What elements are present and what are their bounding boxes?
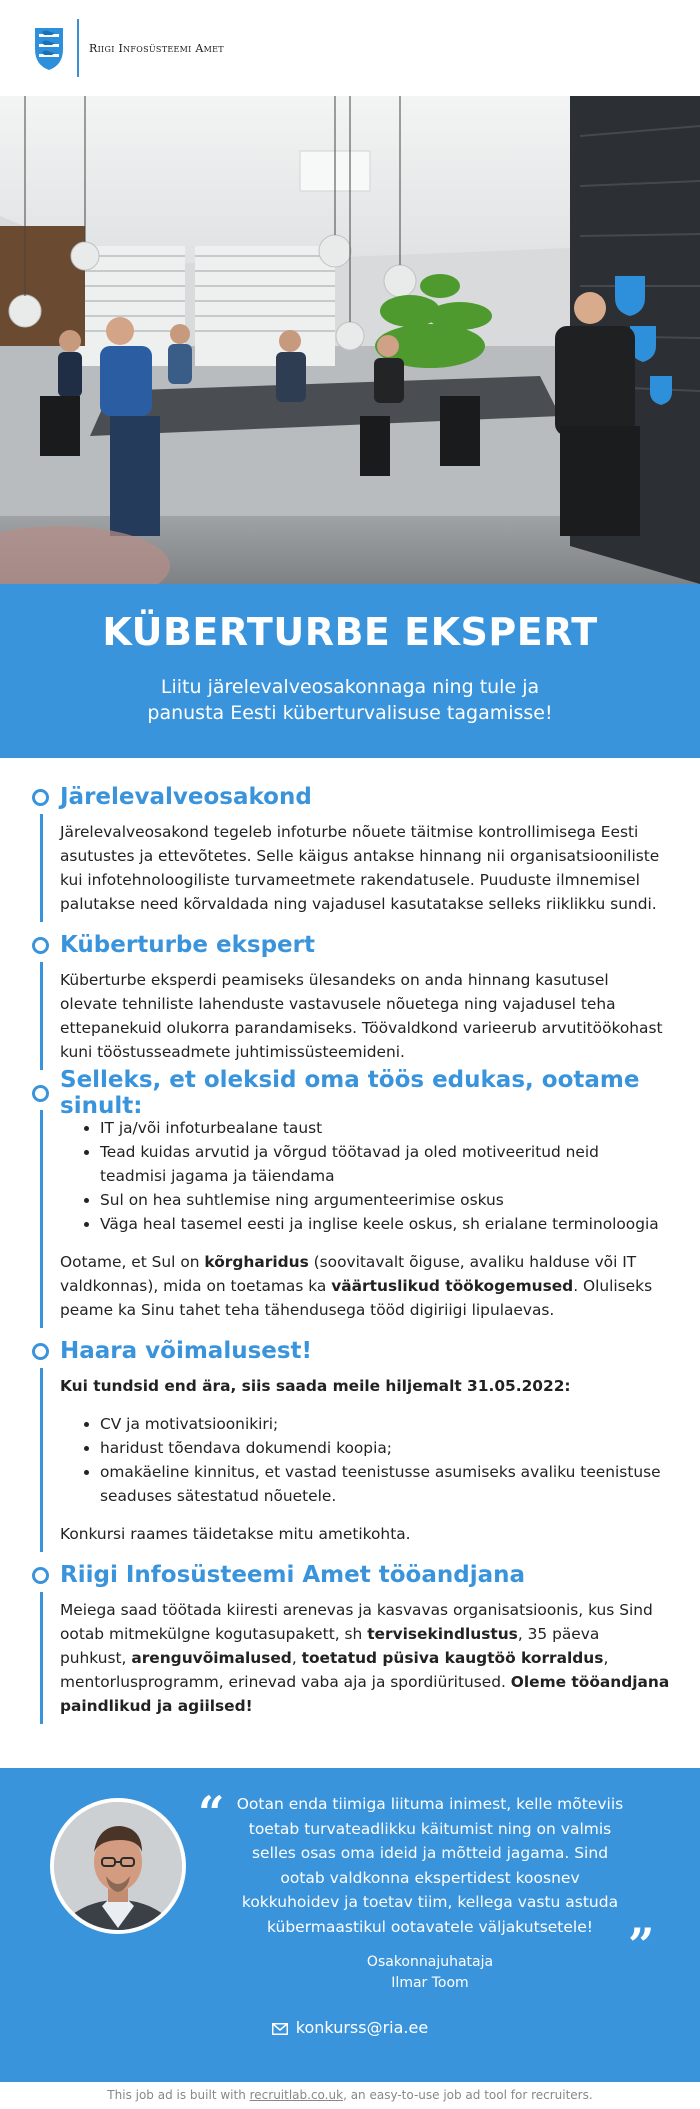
section-body bbox=[40, 962, 670, 1070]
list-item: IT ja/või infoturbealane taust bbox=[84, 1116, 670, 1140]
footer: This job ad is built with recruitlab.co.uk, an easy-to-use job ad tool for recruiters. bbox=[107, 2088, 593, 2102]
circle-bullet-icon bbox=[32, 1343, 49, 1360]
section-title: Küberturbe ekspert bbox=[60, 932, 315, 958]
section-heading bbox=[32, 780, 670, 814]
section-body bbox=[40, 1368, 670, 1552]
mail-icon bbox=[272, 2020, 288, 2039]
section-title: Järelevalveosakond bbox=[60, 784, 312, 810]
section-department bbox=[32, 780, 670, 922]
testimonial-author bbox=[230, 1952, 630, 1994]
section-apply bbox=[32, 1334, 670, 1552]
section-role bbox=[32, 928, 670, 1070]
section-heading bbox=[32, 1067, 670, 1119]
list-item: Tead kuidas arvutid ja võrgud töötavad ja oled motiveeritud neid teadmisi jagama ja täiendama bbox=[84, 1140, 670, 1188]
logo-divider bbox=[77, 19, 79, 77]
documents-list bbox=[84, 1412, 670, 1508]
education-paragraph: Ootame, et Sul on kõrgharidus (soovitavalt õiguse, avaliku halduse või IT valdkonnas), mida on toetamas ka väärtuslikud töökogemused. Oluliseks peame ka Sinu tahet teha tähendusega tööd digiriigi lipulaevas. bbox=[60, 1253, 653, 1319]
section-title: Haara võimalusest! bbox=[60, 1338, 313, 1364]
section-title: Riigi Infosüsteemi Amet tööandjana bbox=[60, 1562, 525, 1588]
section-text: Küberturbe eksperdi peamiseks ülesandeks on anda hinnang kasutusel olevate tehniliste lahenduste vastavusele nõuetega ning vajadusel teha ettepanekuid olukorra parandamiseks. Töövaldkond varieerub arvutitöökohast kuni tööstusseadmete juhtimissüsteemideni. bbox=[60, 971, 663, 1061]
circle-bullet-icon bbox=[32, 789, 49, 806]
job-title-banner bbox=[0, 584, 700, 758]
job-description bbox=[0, 758, 700, 1724]
section-body bbox=[40, 1110, 670, 1328]
circle-bullet-icon bbox=[32, 1567, 49, 1584]
author-name: Ilmar Toom bbox=[391, 1975, 469, 1991]
section-heading bbox=[32, 928, 670, 962]
list-item: haridust tõendava dokumendi koopia; bbox=[84, 1436, 670, 1460]
section-body bbox=[40, 1592, 670, 1724]
org-name: Riigi Infosüsteemi Amet bbox=[89, 41, 224, 55]
apply-deadline: Kui tundsid end ära, siis saada meile hiljemalt 31.05.2022: bbox=[60, 1377, 571, 1395]
list-item: omakäeline kinnitus, et vastad teenistusse asumiseks avaliku teenistuse seaduses sätestatud nõuetele. bbox=[84, 1460, 670, 1508]
circle-bullet-icon bbox=[32, 937, 49, 954]
close-quote-icon: ” bbox=[628, 1918, 655, 1972]
section-employer bbox=[32, 1558, 670, 1724]
section-requirements bbox=[32, 1067, 670, 1328]
list-item: Sul on hea suhtlemise ning argumenteerimise oskus bbox=[84, 1188, 670, 1212]
circle-bullet-icon bbox=[32, 1085, 49, 1102]
recruitlab-link[interactable]: recruitlab.co.uk bbox=[249, 2088, 344, 2102]
open-quote-icon: “ bbox=[198, 1786, 225, 1840]
section-text: Järelevalveosakond tegeleb infoturbe nõuete täitmise kontrollimisega Eesti asutustes ja ettevõtetes. Selle käigus antakse hinnang nii organisatsiooniliste kui infotehnoloogiliste turvameetmete rakendatusele. Puuduste ilmnemisel palutakse need kõrvaldada ning vajadusel kasutatakse selleks riiklikku sundi. bbox=[60, 823, 660, 913]
contact-email[interactable]: konkurss@ria.ee bbox=[295, 2018, 429, 2037]
list-item: Väga heal tasemel eesti ja inglise keele oskus, sh erialane terminoloogia bbox=[84, 1212, 670, 1236]
employer-paragraph: Meiega saad töötada kiiresti arenevas ja kasvavas organisatsioonis, kus Sind ootab mitmekülgne kogutasupakett, sh tervisekindlustus, 35 päeva puhkust, arenguvõimalused, toetatud püsiva kaugtöö korraldus, mentorlusprogramm, erinevad vaba aja ja spordiüritused. Oleme tööandjana paindlikud ja agiilsed! bbox=[60, 1601, 670, 1715]
author-role: Osakonnajuhataja bbox=[366, 1954, 494, 1970]
requirements-list bbox=[84, 1116, 670, 1236]
avatar bbox=[50, 1798, 186, 1934]
testimonial-text: Ootan enda tiimiga liituma inimest, kelle mõteviis toetab turvateadlikku käitumist ning on valmis selles osas oma ideid ja mõtteid jagama. Sind ootab valdkonna ekspertidest koosnev kokkuhoidev ja toetav tiim, kellega vastu astuda kübermaastikul ootavatele väljakutsetele! bbox=[236, 1795, 624, 1936]
positions-note: Konkursi raames täidetakse mitu ametikohta. bbox=[60, 1525, 411, 1543]
section-heading bbox=[32, 1334, 670, 1368]
section-heading bbox=[32, 1558, 670, 1592]
hero-photo bbox=[0, 96, 700, 584]
testimonial-block bbox=[0, 1768, 700, 2082]
job-title: KÜBERTURBE EKSPERT bbox=[102, 610, 598, 654]
site-header bbox=[0, 0, 700, 96]
contact-email-link[interactable] bbox=[0, 2018, 700, 2039]
job-subtitle: Liitu järelevalveosakonnaga ning tule ja panusta Eesti küberturvalisuse tagamisse! bbox=[147, 676, 553, 724]
section-body bbox=[40, 814, 670, 922]
section-title: Selleks, et oleksid oma töös edukas, ootame sinult: bbox=[60, 1067, 640, 1119]
coat-of-arms-icon bbox=[33, 25, 65, 71]
list-item: CV ja motivatsioonikiri; bbox=[84, 1412, 670, 1436]
